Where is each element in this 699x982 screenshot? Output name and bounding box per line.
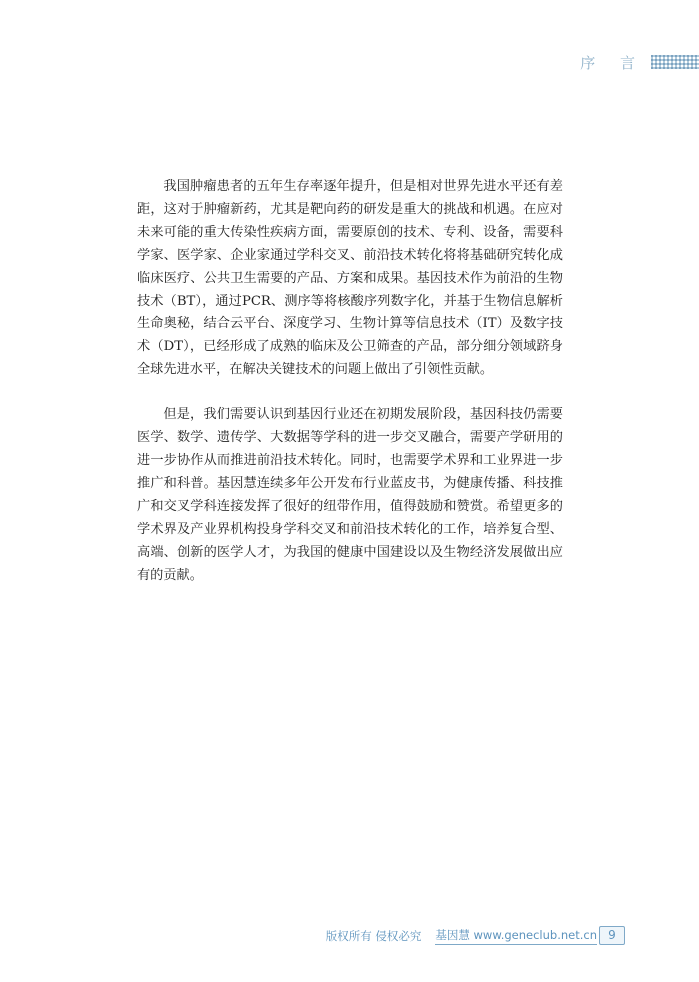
preface-body bbox=[137, 176, 563, 609]
section-title: 序 言 bbox=[580, 53, 645, 72]
paragraph: 我国肿瘤患者的五年生存率逐年提升，但是相对世界先进水平还有差距，这对于肿瘤新药，尤其是靶向药的研发是重大的挑战和机遇。在应对未来可能的重大传染性疾病方面，需要原创的技术、专利、设备，需要科学家、医学家、企业家通过学科交叉、前沿技术转化将将基础研究转化成临床医疗、公共卫生需要的产品、方案和成果。基因技术作为前沿的生物技术（BT），通过PCR、测序等将核酸序列数字化，并基于生物信息解析生命奥秘，结合云平台、深度学习、生物计算等信息技术（IT）及数字技术（DT），已经形成了成熟的临床及公卫筛查的产品，部分细分领域跻身全球先进水平，在解决关键技术的问题上做出了引领性贡献。 bbox=[137, 179, 563, 378]
page-footer bbox=[326, 926, 597, 946]
copyright-notice: 版权所有 侵权必究 bbox=[325, 929, 422, 943]
paragraph: 但是，我们需要认识到基因行业还在初期发展阶段，基因科技仍需要医学、数学、遗传学、大数据等学科的进一步交叉融合，需要产学研用的进一步协作从而推进前沿技术转化。同时，也需要学术界和工业界进一步推广和科普。基因慧连续多年公开发布行业蓝皮书，为健康传播、科技推广和交叉学科连接发挥了很好的纽带作用，值得鼓励和赞赏。希望更多的学术界及产业界机构投身学科交叉和前沿技术转化的工作，培养复合型、高端、创新的医学人才，为我国的健康中国建设以及生物经济发展做出应有的贡献。 bbox=[137, 407, 563, 583]
website-credit: 基因慧 www.geneclub.net.cn bbox=[435, 927, 597, 945]
page-number: 9 bbox=[599, 926, 625, 945]
header-dot-pattern bbox=[651, 55, 699, 69]
running-header bbox=[580, 52, 699, 72]
